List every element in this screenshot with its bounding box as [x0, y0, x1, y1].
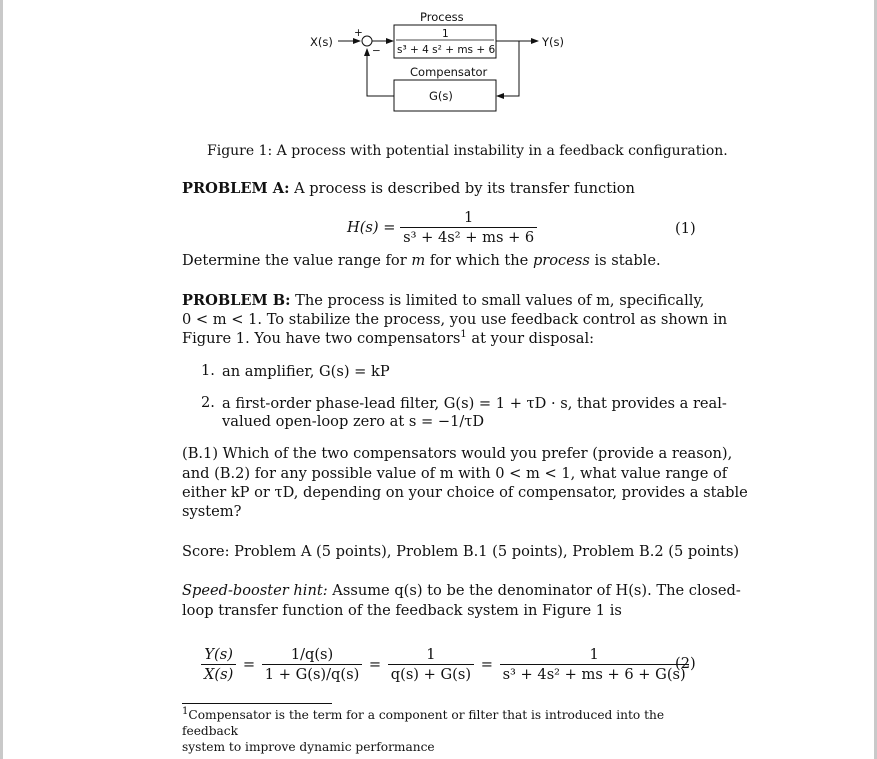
hint-line2: loop transfer function of the feedback system in Figure 1 is	[182, 602, 622, 619]
eq2-f3-denominator: q(s) + G(s)	[388, 664, 474, 684]
eq2-fraction-1	[201, 645, 236, 684]
question-b-line2: and (B.2) for any possible value of m with 0 < m < 1, what value range of	[182, 465, 728, 482]
problem-a-heading: PROBLEM A:	[182, 180, 290, 197]
eq2-equals-3: =	[480, 656, 493, 673]
input-label: X(s)	[310, 35, 333, 49]
eq2-f4-numerator: 1	[589, 646, 599, 663]
problem-b-line3-post: at your disposal:	[466, 330, 595, 347]
problem-a-question-mid: for which the	[429, 252, 529, 269]
eq2-fraction-3	[388, 645, 474, 684]
problem-b-line3-pre: Figure 1. You have two compensators	[182, 330, 461, 347]
figure-caption: Figure 1: A process with potential instability in a feedback configuration.	[207, 143, 728, 159]
list-item-2-number: 2.	[201, 394, 215, 411]
question-b-line3: either kP or τD, depending on your choice of compensator, provides a stable	[182, 484, 748, 501]
eq2-f1-numerator: Y(s)	[204, 646, 233, 663]
eq1-fraction	[400, 208, 537, 247]
footnote-mark: 1	[182, 705, 189, 717]
output-label: Y(s)	[542, 35, 564, 49]
eq1-numerator: 1	[464, 209, 474, 226]
footnote	[182, 707, 702, 755]
problem-b-line1-text: The process is limited to small values of m, specifically,	[295, 292, 705, 309]
eq1-denominator: s³ + 4s² + ms + 6	[400, 227, 537, 247]
eq2-f2-denominator: 1 + G(s)/q(s)	[262, 664, 362, 684]
process-denominator: s³ + 4 s² + ms + 6	[397, 44, 496, 56]
hint-line1	[182, 581, 741, 600]
problem-a-intro-text: A process is described by its transfer function	[294, 180, 635, 197]
feedback-block-diagram	[300, 6, 580, 118]
question-b-line4: system?	[182, 503, 242, 520]
hint-label: Speed-booster hint:	[182, 582, 328, 599]
problem-a-question-process: process	[532, 252, 590, 269]
question-b-line1: (B.1) Which of the two compensators would you prefer (provide a reason),	[182, 445, 733, 462]
feedback-path-out	[497, 41, 519, 96]
footnote-line2: system to improve dynamic performance	[182, 740, 435, 754]
compensator-title: Compensator	[410, 65, 488, 79]
eq2-f4-denominator: s³ + 4s² + ms + 6 + G(s)	[500, 664, 689, 684]
eq2-f1-denominator: X(s)	[201, 664, 236, 684]
summing-junction	[362, 36, 372, 46]
problem-a-question-pre: Determine the value range for	[182, 252, 407, 269]
list-item-1: an amplifier, G(s) = kP	[222, 363, 390, 380]
eq2-f2-numerator: 1/q(s)	[290, 646, 334, 663]
problem-a-question-var: m	[411, 252, 426, 269]
eq2-number: (2)	[675, 655, 696, 672]
score-line: Score: Problem A (5 points), Problem B.1 (5 points), Problem B.2 (5 points)	[182, 543, 740, 560]
problem-b-heading: PROBLEM B:	[182, 292, 291, 309]
process-title: Process	[420, 10, 464, 24]
eq1-lhs: H(s) =	[347, 219, 396, 236]
eq2-f3-numerator: 1	[426, 646, 436, 663]
eq2-equals-1: =	[242, 656, 256, 673]
problem-a-intro	[182, 179, 635, 198]
compensator-label: G(s)	[429, 89, 453, 103]
footnote-ref: 1	[460, 329, 467, 341]
eq2-equals-2: =	[368, 656, 382, 673]
eq2-fraction-4	[500, 645, 689, 684]
problem-a-question	[182, 251, 661, 270]
list-item-2-line1: a first-order phase-lead filter, G(s) = 1 + τD · s, that provides a real-	[222, 395, 727, 412]
problem-b-line3	[182, 329, 594, 348]
problem-b-line2: 0 < m < 1. To stabilize the process, you use feedback control as shown in	[182, 311, 728, 328]
eq2-fraction-2	[262, 645, 362, 684]
list-item-2-line2: valued open-loop zero at s = −1/τD	[222, 413, 485, 430]
equation-1	[347, 208, 537, 247]
eq1-number: (1)	[675, 220, 696, 237]
list-item-1-number: 1.	[201, 362, 215, 379]
equation-2	[201, 645, 689, 684]
hint-line1-rest: Assume q(s) to be the denominator of H(s). The closed-	[327, 582, 741, 599]
problem-a-question-end: is stable.	[594, 252, 661, 269]
footnote-rule	[182, 703, 332, 704]
problem-b-line1	[182, 291, 704, 310]
footnote-line1-text: Compensator is the term for a component or filter that is introduced into the feedback	[182, 708, 665, 738]
process-numerator: 1	[442, 28, 449, 40]
plus-sign: +	[354, 27, 363, 39]
minus-sign: −	[372, 45, 381, 57]
page-left-border	[0, 0, 3, 759]
footnote-line1	[182, 707, 702, 739]
